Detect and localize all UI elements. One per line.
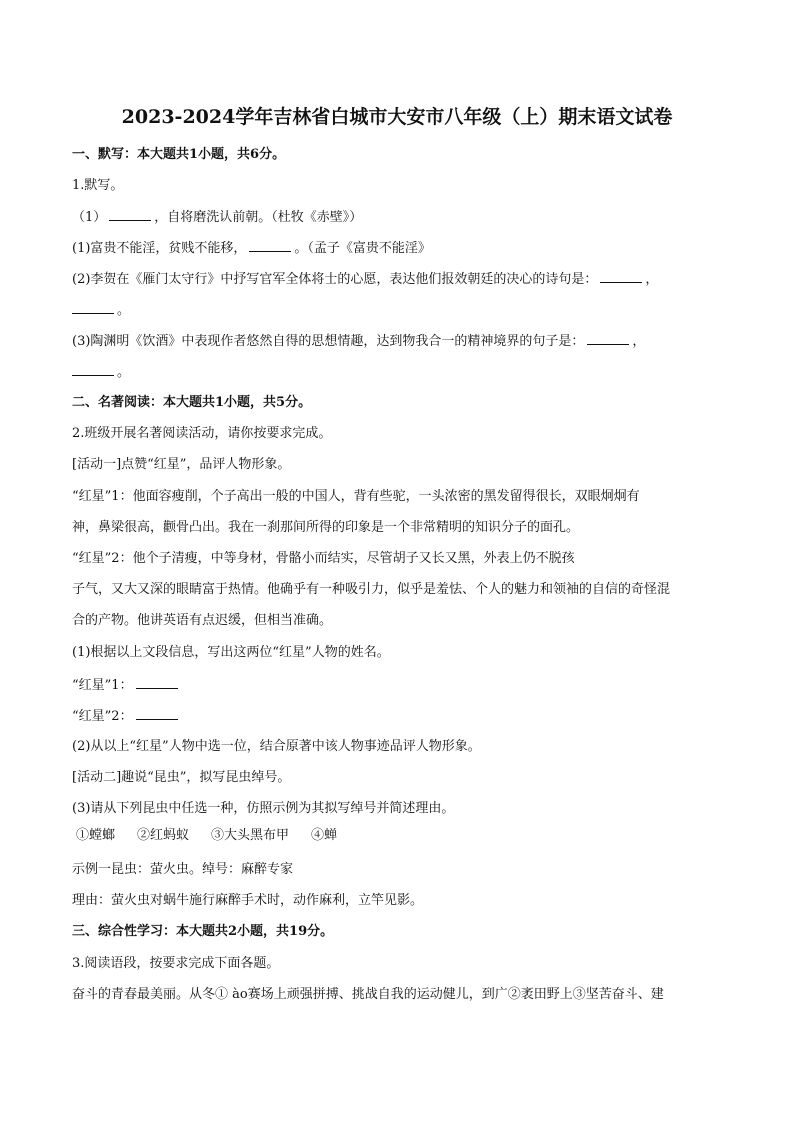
red-star-2-line-3: 合的产物。他讲英语有点迟缓，但相当准确。: [72, 613, 333, 628]
question-2: 2.班级开展名著阅读活动，请你按要求完成。: [72, 426, 332, 441]
question-3: 3.阅读语段，按要求完成下面各题。: [72, 956, 280, 971]
answer-label: “红星”2：: [72, 709, 133, 724]
question-1-item-4-cont: [72, 363, 722, 382]
red-star-1-line-2: 神，鼻梁很高，颧骨凸出。我在一刹那间所得的印象是一个非常精明的知识分子的面孔。: [72, 520, 580, 535]
question-1-item-1: [72, 208, 722, 227]
section-1-heading: 一、默写：本大题共1小题，共6分。: [72, 147, 286, 162]
answer-blank[interactable]: [72, 363, 114, 376]
option-item: ④蝉: [311, 828, 338, 843]
question-1-item-3-cont: [72, 301, 722, 320]
option-item: ①螳螂: [76, 828, 116, 843]
answer-blank[interactable]: [587, 332, 629, 345]
item-text: （1）: [72, 210, 107, 225]
answer-blank[interactable]: [136, 707, 178, 720]
item-text: 。: [117, 365, 131, 380]
sub-question-2: (2)从以上“红星”人物中选一位，结合原著中该人物事迹品评人物形象。: [72, 739, 481, 754]
option-item: ②红蚂蚁: [137, 828, 190, 843]
item-text: ，: [632, 334, 646, 349]
section-2-heading: 二、名著阅读：本大题共1小题，共5分。: [72, 395, 312, 410]
answer-blank[interactable]: [136, 676, 178, 689]
insect-options: [76, 827, 726, 845]
answer-label: “红星”1：: [72, 678, 133, 693]
answer-blank[interactable]: [109, 208, 151, 221]
question-1-item-4: [72, 332, 722, 351]
answer-blank[interactable]: [72, 301, 114, 314]
item-text: ，: [645, 272, 659, 287]
option-item: ③大头黑布甲: [211, 828, 290, 843]
reading-paragraph: 奋斗的青春最美丽。从冬① ào赛场上顽强拼搏、挑战自我的运动健儿，到广②袤田野上③坚苦奋斗、建: [72, 987, 664, 1002]
question-1: 1.默写。: [72, 178, 124, 193]
red-star-2-line-2: 子气，又大又深的眼睛富于热情。他确乎有一种吸引力，似乎是羞怯、个人的魅力和领袖的自信的奇怪混: [72, 582, 671, 597]
red-star-1-line-1: “红星”1：他面容瘦削，个子高出一般的中国人，背有些驼，一头浓密的黑发留得很长，双眼炯炯有: [72, 489, 640, 504]
sub-question-1: (1)根据以上文段信息，写出这两位“红星”人物的姓名。: [72, 645, 390, 660]
item-text: (1)富贵不能淫，贫贱不能移，: [72, 241, 247, 256]
answer-blank[interactable]: [249, 239, 291, 252]
item-text: (2)李贺在《雁门太守行》中抒写官军全体将士的心愿，表达他们报效朝廷的决心的诗句是：: [72, 272, 598, 287]
item-text: ，自将磨洗认前朝。（杜牧《赤壁》）: [154, 210, 363, 225]
example-line: 示例一昆虫：萤火虫。绰号：麻醉专家: [72, 862, 294, 877]
item-text: 。（孟子《富贵不能淫》: [294, 241, 431, 256]
answer-blank[interactable]: [600, 270, 642, 283]
answer-red-star-1: [72, 676, 722, 695]
question-1-item-3: [72, 270, 722, 289]
item-text: 。: [117, 303, 131, 318]
sub-question-3: (3)请从下列昆虫中任选一种，仿照示例为其拟写绰号并简述理由。: [72, 801, 455, 816]
reason-line: 理由：萤火虫对蜗牛施行麻醉手术时，动作麻利，立竿见影。: [72, 893, 424, 908]
activity-1: [活动一]点赞“红星”，品评人物形象。: [72, 457, 291, 472]
red-star-2-line-1: “红星”2：他个子清瘦，中等身材，骨骼小而结实，尽管胡子又长又黑，外表上仍不脱孩: [72, 551, 575, 566]
section-3-heading: 三、综合性学习：本大题共2小题，共19分。: [72, 924, 334, 939]
activity-2: [活动二]趣说“昆虫”，拟写昆虫绰号。: [72, 770, 291, 785]
question-1-item-2: [72, 239, 722, 258]
exam-title: 2023-2024学年吉林省白城市大安市八年级（上）期末语文试卷: [121, 106, 673, 128]
item-text: (3)陶渊明《饮酒》中表现作者悠然自得的思想情趣，达到物我合一的精神境界的句子是：: [72, 334, 585, 349]
answer-red-star-2: [72, 707, 722, 726]
